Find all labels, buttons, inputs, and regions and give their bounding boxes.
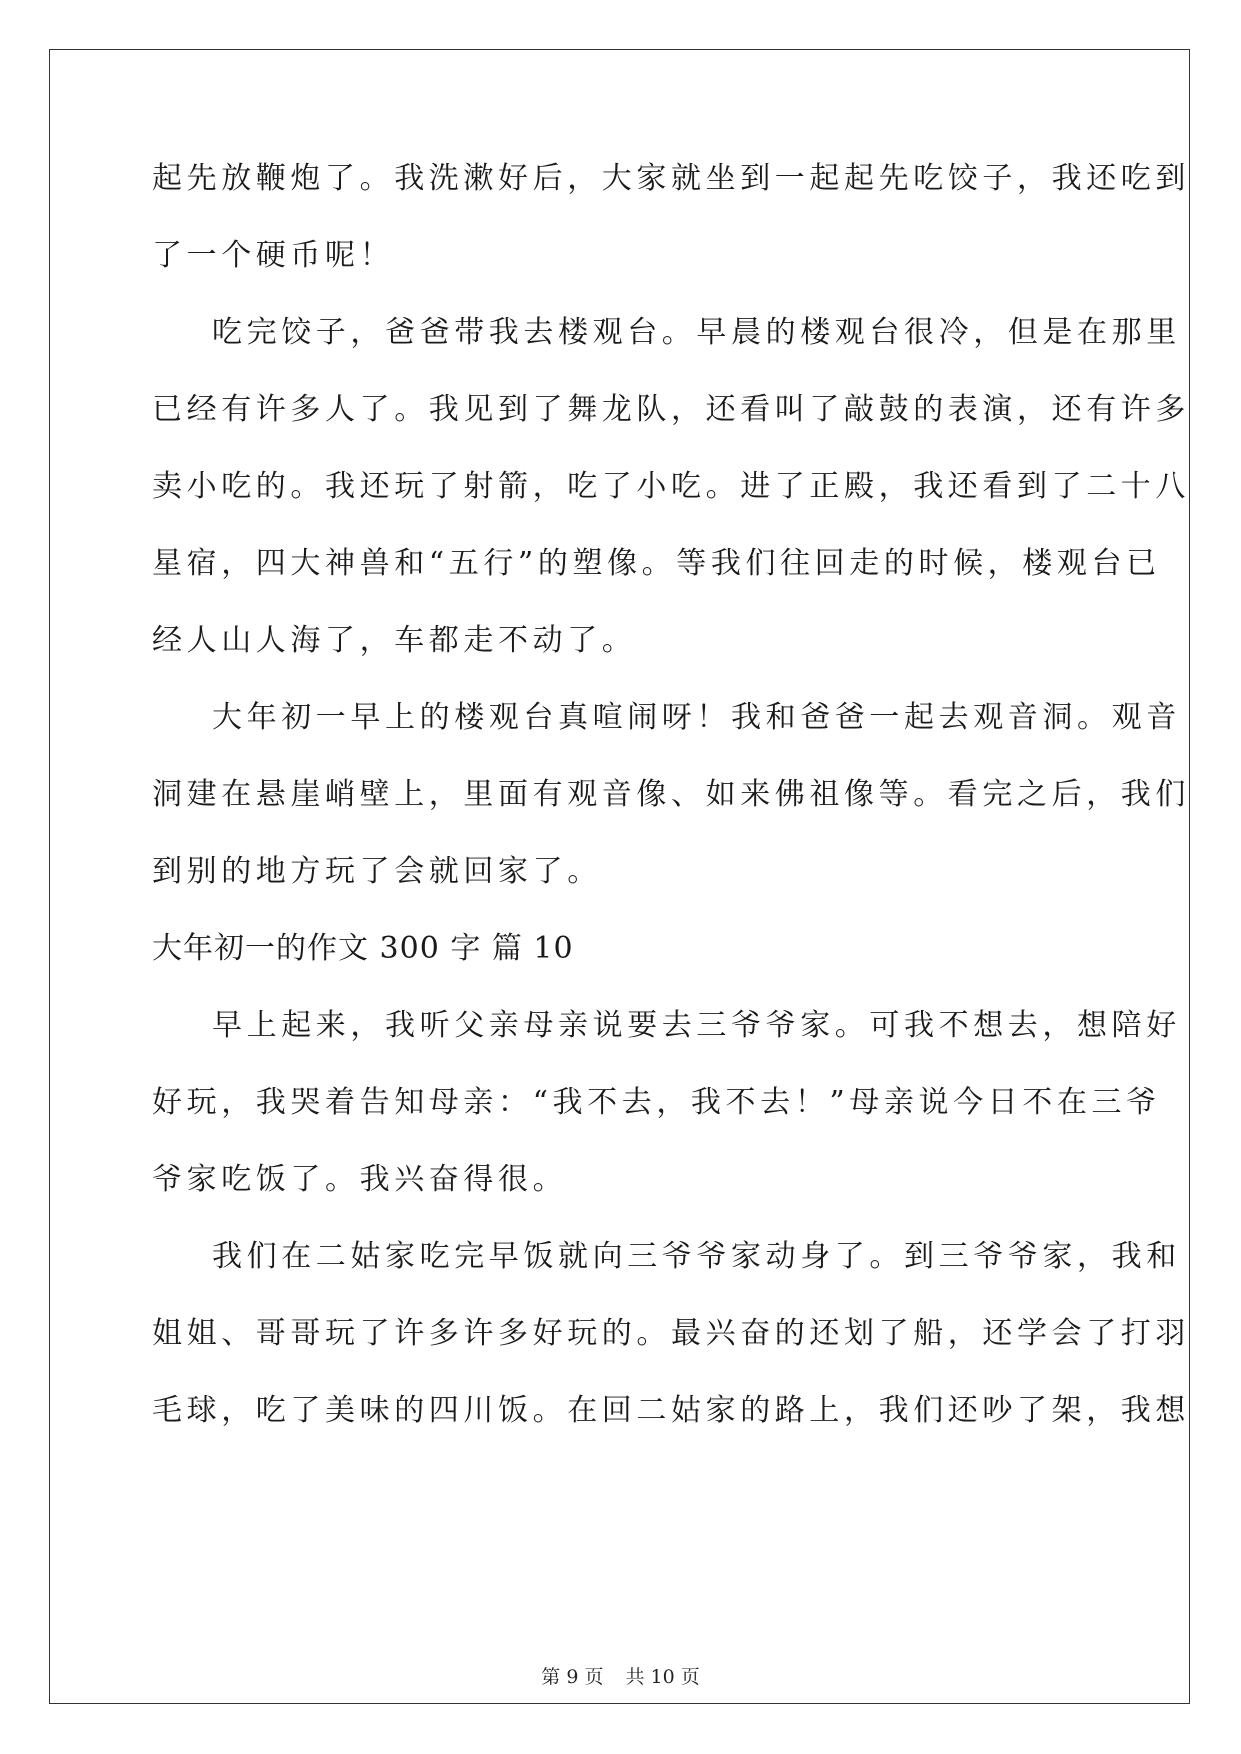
text-line: 姐姐、哥哥玩了许多许多好玩的。最兴奋的还划了船，还学会了打羽 [152, 1316, 1190, 1351]
paragraph-start-line: 早上起来，我听父亲母亲说要去三爷爷家。可我不想去，想陪好 [212, 1008, 1181, 1043]
text-line: 毛球，吃了美味的四川饭。在回二姑家的路上，我们还吵了架，我想 [152, 1393, 1190, 1428]
section-heading: 大年初一的作文 300 字 篇 10 [152, 931, 574, 966]
page-number: 第 9 页 [541, 1666, 604, 1688]
paragraph-start-line: 我们在二姑家吃完早饭就向三爷爷家动身了。到三爷爷家，我和 [212, 1239, 1181, 1274]
text-line: 卖小吃的。我还玩了射箭，吃了小吃。进了正殿，我还看到了二十八 [152, 469, 1190, 504]
text-line: 爷家吃饭了。我兴奋得很。 [152, 1162, 568, 1197]
text-line: 了一个硬币呢！ [152, 238, 395, 273]
paragraph-start-line: 吃完饺子，爸爸带我去楼观台。早晨的楼观台很冷，但是在那里 [212, 315, 1181, 350]
text-line: 星宿，四大神兽和“五行”的塑像。等我们往回走的时候，楼观台已 [152, 546, 1161, 581]
paragraph-start-line: 大年初一早上的楼观台真喧闹呀！我和爸爸一起去观音洞。观音 [212, 700, 1181, 735]
text-line: 起先放鞭炮了。我洗漱好后，大家就坐到一起起先吃饺子，我还吃到 [152, 161, 1190, 196]
text-line: 已经有许多人了。我见到了舞龙队，还看叫了敲鼓的表演，还有许多 [152, 392, 1190, 427]
text-line: 到别的地方玩了会就回家了。 [152, 854, 602, 889]
page-total: 共 10 页 [625, 1666, 700, 1688]
page-footer [0, 1662, 1241, 1689]
text-line: 好玩，我哭着告知母亲：“我不去，我不去！”母亲说今日不在三爷 [152, 1085, 1161, 1120]
text-line: 洞建在悬崖峭壁上，里面有观音像、如来佛祖像等。看完之后，我们 [152, 777, 1190, 812]
text-line: 经人山人海了，车都走不动了。 [152, 623, 637, 658]
document-body [152, 140, 1190, 1449]
